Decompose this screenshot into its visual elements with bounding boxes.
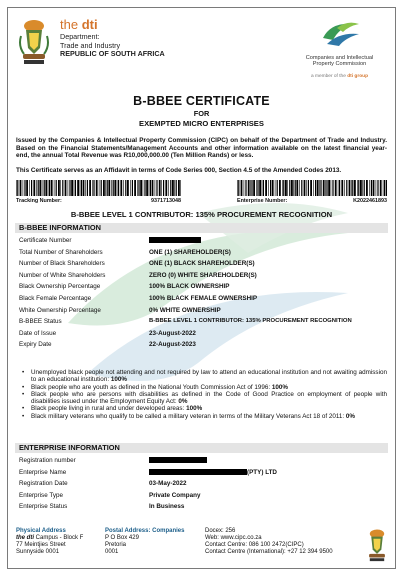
- affidavit-statement: This Certificate serves as an Affidavit in terms of Code Series 000, Section 4.5 of the Amended Codes 2013.: [16, 167, 342, 174]
- barcode-bar: [384, 180, 385, 196]
- postal-address-line2: Pretoria: [105, 542, 127, 548]
- bullet-value: 0%: [345, 412, 355, 420]
- barcode-bar: [277, 180, 278, 196]
- barcode-bar: [138, 180, 139, 196]
- barcode-bar: [107, 180, 108, 196]
- enterprise-row-name: [19, 467, 389, 479]
- enterprise-value: In Business: [149, 503, 185, 511]
- info-label: Total Number of Shareholders: [19, 248, 103, 256]
- barcode-bar: [58, 180, 60, 196]
- barcode-bar: [152, 180, 154, 196]
- info-value: 22-August-2023: [149, 341, 196, 349]
- bullet-text: Black people who are persons with disabilities as defined in the Code of Good Practice on employment of people with disabilities issued under the Employment Equity Act:: [31, 390, 387, 406]
- barcode-bar: [172, 180, 174, 196]
- barcode-bar: [103, 180, 105, 196]
- barcode-bar: [346, 180, 347, 196]
- cipc-name-line2: Property Commission: [312, 61, 367, 68]
- department-text: [60, 33, 165, 59]
- barcode-bar: [349, 180, 351, 196]
- barcode-bar: [174, 180, 175, 196]
- coat-of-arms-small-icon: [365, 528, 389, 564]
- barcode-bar: [250, 180, 251, 196]
- enterprise-value-redacted: [149, 455, 207, 467]
- info-label: Date of Issue: [19, 329, 57, 337]
- bbbee-section-heading: B-BBEE INFORMATION: [15, 223, 388, 233]
- barcode-bar: [29, 180, 30, 196]
- barcode-bar: [251, 180, 252, 196]
- enterprise-name-suffix: (PTY) LTD: [247, 468, 277, 476]
- bullet-text: Black people living in rural and under developed areas:: [31, 405, 187, 413]
- barcode-bar: [161, 180, 162, 196]
- barcode-bar: [159, 180, 161, 196]
- info-row: [19, 328, 389, 340]
- barcode-bar: [315, 180, 316, 196]
- barcode-bar: [331, 180, 332, 196]
- dti-logo-dti: dti: [81, 17, 98, 32]
- info-row: [19, 316, 389, 328]
- bullet-item: [22, 405, 387, 412]
- barcode-bar: [335, 180, 337, 196]
- barcode-bar: [364, 180, 365, 196]
- enterprise-label-row: [237, 198, 387, 204]
- info-row: [19, 305, 389, 317]
- barcode-bar: [130, 180, 131, 196]
- tracking-label-row: [16, 198, 181, 204]
- enterprise-value: [149, 467, 277, 479]
- info-label: Number of Black Shareholders: [19, 260, 105, 268]
- barcode-bar: [54, 180, 55, 196]
- barcode-bar: [69, 180, 70, 196]
- barcode-bar: [71, 180, 73, 196]
- cipc-member-text: [292, 74, 387, 79]
- barcode-bar: [150, 180, 151, 196]
- barcode-bar: [31, 180, 32, 196]
- bullet-text: Black people who are youth as defined in the National Youth Commission Act of 1996:: [31, 383, 272, 391]
- info-row-certificate-number: [19, 235, 389, 247]
- certificate-page: [7, 7, 396, 569]
- physical-line1-rest: Campus - Block F: [34, 535, 84, 541]
- barcode-bar: [293, 180, 294, 196]
- barcode-bar: [283, 180, 284, 196]
- info-row: [19, 247, 389, 259]
- beneficiary-bullets: [22, 369, 387, 420]
- barcode-bar: [168, 180, 169, 196]
- barcode-bar: [17, 180, 18, 196]
- department-name: Trade and Industry: [60, 40, 121, 50]
- tracking-number: 9371713048: [151, 198, 181, 204]
- info-row: [19, 258, 389, 270]
- barcode-bar: [68, 180, 69, 196]
- bullet-value: 100%: [271, 383, 288, 391]
- postal-address-heading: Postal Address: Companies: [105, 528, 185, 534]
- barcode-bar: [39, 180, 41, 196]
- barcode-bar: [163, 180, 164, 196]
- enterprise-number-label: Enterprise Number:: [237, 198, 288, 204]
- enterprise-row-registration-number: [19, 455, 389, 467]
- barcode-bar: [155, 180, 156, 196]
- cipc-logo-icon: [317, 18, 363, 48]
- barcode-bar: [74, 180, 75, 196]
- barcode-bar: [245, 180, 246, 196]
- barcode-bar: [352, 180, 353, 196]
- enterprise-value: 03-May-2022: [149, 480, 187, 488]
- physical-address-line3: Sunnyside 0001: [16, 549, 60, 555]
- info-value: ZERO (0) WHITE SHAREHOLDER(S): [149, 271, 257, 279]
- barcode-bar: [344, 180, 345, 196]
- physical-address-heading: Physical Address: [16, 528, 66, 534]
- barcode-bar: [257, 180, 258, 196]
- info-label: Certificate Number: [19, 237, 72, 244]
- enterprise-label: Registration Date: [19, 480, 68, 488]
- redaction-bar: [149, 237, 201, 243]
- bullet-text: Black military veterans who qualify to be called a military veteran in terms of the Military Veterans Act 18 of 2011:: [31, 412, 346, 420]
- redaction-bar: [149, 469, 247, 475]
- barcode-bar: [120, 180, 122, 196]
- barcode-bar: [366, 180, 368, 196]
- enterprise-section-heading: ENTERPRISE INFORMATION: [15, 443, 388, 453]
- intro-paragraph: Issued by the Companies & Intellectual Property Commission (CIPC) on behalf of the Department of Trade and Industry. Based on the Financial Statements/Management Accounts and other information available on the latest financial year-end, the annual Total Revenue was R10,000,000.00 (Ten Million Rands) or less.: [16, 137, 387, 160]
- info-value: 100% BLACK OWNERSHIP: [149, 283, 230, 291]
- barcode-bar: [241, 180, 243, 196]
- physical-address-line1: [16, 535, 83, 542]
- barcode-bar: [77, 180, 79, 196]
- barcode-bar: [80, 180, 81, 196]
- barcode-bar: [24, 180, 25, 196]
- barcode-bar: [176, 180, 177, 196]
- barcode-bar: [26, 180, 28, 196]
- barcode-bar: [83, 180, 85, 196]
- barcode-bar: [117, 180, 118, 196]
- barcode-bar: [304, 180, 306, 196]
- barcode-bar: [357, 180, 358, 196]
- barcode-bar: [308, 180, 309, 196]
- cipc-member-prefix: a member of the: [310, 73, 348, 79]
- barcode-bar: [341, 180, 343, 196]
- barcode-bar: [386, 180, 387, 196]
- barcode-bar: [259, 180, 261, 196]
- barcode-bar: [20, 180, 22, 196]
- barcode-bar: [371, 180, 372, 196]
- barcode-bar: [285, 180, 287, 196]
- barcode-bar: [132, 180, 133, 196]
- info-label: Black Ownership Percentage: [19, 283, 101, 291]
- barcode-bar: [339, 180, 340, 196]
- postal-address-line3: 0001: [105, 549, 119, 555]
- web-link[interactable]: Web: www.cipc.co.za: [205, 535, 262, 541]
- barcode-bar: [248, 180, 250, 196]
- barcode-bar: [99, 180, 100, 196]
- barcode-bar: [89, 180, 91, 196]
- tracking-label: Tracking Number:: [16, 198, 62, 204]
- barcode-bar: [114, 180, 116, 196]
- title-for: FOR: [193, 109, 210, 118]
- barcode-bar: [65, 180, 67, 196]
- info-value: ONE (1) SHAREHOLDER(S): [149, 248, 231, 256]
- enterprise-label: Enterprise Type: [19, 491, 63, 499]
- bullet-value: 100%: [186, 405, 203, 413]
- barcode-bar: [306, 180, 307, 196]
- bullet-item: [22, 413, 387, 420]
- barcode-bar: [362, 180, 363, 196]
- barcode-bar: [237, 180, 238, 196]
- info-label: Number of White Shareholders: [19, 271, 106, 279]
- barcode-bar: [238, 180, 239, 196]
- barcode-bar: [111, 180, 112, 196]
- info-label: Black Female Percentage: [19, 294, 92, 302]
- barcode-bar: [60, 180, 61, 196]
- barcode-bar: [137, 180, 138, 196]
- barcode-bar: [317, 180, 319, 196]
- barcode-bar: [319, 180, 320, 196]
- barcode-bar: [33, 180, 35, 196]
- barcode-bar: [328, 180, 330, 196]
- barcode-bar: [380, 180, 382, 196]
- barcode-bar: [253, 180, 255, 196]
- barcode-bar: [270, 180, 271, 196]
- barcode-bar: [51, 180, 53, 196]
- contact-centre: Contact Centre: 086 100 2472(CIPC): [205, 542, 304, 548]
- barcode-bar: [92, 180, 93, 196]
- dti-branding: [60, 18, 165, 59]
- enterprise-info-list: [19, 455, 389, 513]
- barcode-bar: [268, 180, 269, 196]
- barcode-bar: [42, 180, 43, 196]
- barcode-bar: [244, 180, 245, 196]
- barcode-bar: [123, 180, 124, 196]
- enterprise-value: Private Company: [149, 491, 201, 499]
- barcode-bar: [140, 180, 142, 196]
- header: [18, 18, 387, 80]
- info-label: B-BBEE Status: [19, 318, 62, 326]
- barcode-bar: [351, 180, 352, 196]
- barcode-bar: [263, 180, 264, 196]
- bullet-item: [22, 384, 387, 391]
- bullet-value: 100%: [110, 376, 127, 384]
- barcode-bar: [326, 180, 327, 196]
- barcode-bar: [325, 180, 326, 196]
- barcode-bar: [354, 180, 356, 196]
- barcode-bar: [81, 180, 82, 196]
- barcode-bar: [256, 180, 257, 196]
- barcode-bar: [85, 180, 86, 196]
- barcode-bar: [332, 180, 333, 196]
- bullet-value: 0%: [178, 398, 188, 406]
- cipc-name: [292, 55, 387, 68]
- postal-address: [105, 528, 184, 556]
- enterprise-row: [19, 478, 389, 490]
- barcode-bar: [178, 180, 180, 196]
- barcode-bar: [180, 180, 181, 196]
- info-row: [19, 293, 389, 305]
- level-heading: B-BBEE LEVEL 1 CONTRIBUTOR: 135% PROCUREMENT RECOGNITION: [70, 210, 333, 219]
- barcode-bar: [149, 180, 150, 196]
- physical-address-line2: 77 Meintjies Street: [16, 542, 66, 548]
- dti-logo-the: the: [60, 17, 79, 32]
- title-sub: EXEMPTED MICRO ENTERPRISES: [139, 119, 264, 128]
- barcode-bar: [338, 180, 339, 196]
- barcode-row: [16, 180, 387, 208]
- barcode-bar: [377, 180, 378, 196]
- physical-address: [16, 528, 83, 556]
- barcode-bar: [165, 180, 167, 196]
- barcode-bar: [105, 180, 106, 196]
- barcode-bar: [49, 180, 50, 196]
- info-value: ONE (1) BLACK SHAREHOLDER(S): [149, 260, 255, 268]
- barcode-bar: [358, 180, 359, 196]
- barcode-bar: [310, 180, 312, 196]
- barcode-bar: [265, 180, 267, 196]
- barcode-bar: [48, 180, 49, 196]
- enterprise-label: Enterprise Name: [19, 468, 67, 476]
- info-label: White Ownership Percentage: [19, 306, 101, 314]
- bbbee-info-list: [19, 235, 389, 351]
- enterprise-number: K2022461893: [353, 198, 387, 204]
- info-value: B-BBEE LEVEL 1 CONTRIBUTOR: 135% PROCUREMENT RECOGNITION: [149, 318, 352, 325]
- dti-logo: [60, 18, 165, 31]
- physical-dti-name: the dti: [16, 535, 34, 541]
- barcode-bar: [170, 180, 171, 196]
- info-row: [19, 339, 389, 351]
- docex: Docex: 256: [205, 528, 236, 534]
- info-value: 23-August-2022: [149, 329, 196, 337]
- barcode-bar: [144, 180, 145, 196]
- bullet-item: [22, 391, 387, 406]
- contact-details: [205, 528, 333, 556]
- info-label: Expiry Date: [19, 341, 52, 349]
- barcode-bar: [96, 180, 98, 196]
- barcode-bar: [45, 180, 47, 196]
- barcode-bar: [134, 180, 136, 196]
- enterprise-barcode: [237, 180, 387, 196]
- barcode-bar: [87, 180, 88, 196]
- barcode-bar: [282, 180, 283, 196]
- barcode-bar: [118, 180, 119, 196]
- cipc-member-group: dti group: [347, 73, 369, 79]
- barcode-bar: [313, 180, 314, 196]
- barcode-bar: [295, 180, 296, 196]
- info-value: 0% WHITE OWNERSHIP: [149, 306, 221, 314]
- barcode-bar: [36, 180, 37, 196]
- barcode-bar: [360, 180, 362, 196]
- barcode-bar: [373, 180, 375, 196]
- barcode-bar: [113, 180, 114, 196]
- barcode-bar: [143, 180, 144, 196]
- barcode-bar: [323, 180, 325, 196]
- coat-of-arms-icon: [18, 18, 50, 68]
- barcode-bar: [23, 180, 24, 196]
- contact-centre-intl: Contact Centre (International): +27 12 394 9500: [205, 549, 333, 555]
- barcode-bar: [262, 180, 263, 196]
- barcode-bar: [44, 180, 45, 196]
- barcode-bar: [16, 180, 17, 196]
- barcode-bar: [376, 180, 377, 196]
- enterprise-row: [19, 501, 389, 513]
- barcode-bar: [369, 180, 370, 196]
- barcode-bar: [287, 180, 288, 196]
- cipc-branding: [292, 18, 387, 79]
- barcode-bar: [156, 180, 157, 196]
- barcode-bar: [56, 180, 57, 196]
- enterprise-row: [19, 490, 389, 502]
- enterprise-label: Enterprise Status: [19, 503, 68, 511]
- barcode-bar: [299, 180, 300, 196]
- barcode-bar: [291, 180, 293, 196]
- title-main: B-BBEE CERTIFICATE: [133, 94, 270, 108]
- info-value: 100% BLACK FEMALE OWNERSHIP: [149, 294, 258, 302]
- barcode-bar: [296, 180, 298, 196]
- redaction-bar: [149, 457, 207, 463]
- bullet-text: Unemployed black people not attending and not required by law to attend an educational institution and not awaiting admission to an educational institution:: [31, 369, 387, 384]
- info-row: [19, 270, 389, 282]
- bullet-item: [22, 369, 387, 384]
- tracking-barcode: [16, 180, 181, 196]
- barcode-bar: [38, 180, 39, 196]
- barcode-bar: [93, 180, 94, 196]
- barcode-bar: [275, 180, 276, 196]
- info-value-redacted: [149, 235, 201, 247]
- barcode-bar: [127, 180, 129, 196]
- info-row: [19, 281, 389, 293]
- barcode-bar: [146, 180, 148, 196]
- country-name: REPUBLIC OF SOUTH AFRICA: [60, 49, 165, 59]
- barcode-bar: [62, 180, 63, 196]
- barcode-bar: [272, 180, 274, 196]
- barcode-bar: [125, 180, 126, 196]
- barcode-bar: [383, 180, 384, 196]
- barcode-bar: [101, 180, 102, 196]
- postal-address-line1: P O Box 429: [105, 535, 139, 541]
- department-label: Department:: [60, 32, 100, 41]
- barcode-bar: [75, 180, 76, 196]
- barcode-bar: [279, 180, 281, 196]
- cipc-name-line1: Companies and Intellectual: [305, 55, 374, 61]
- barcode-bar: [108, 180, 110, 196]
- enterprise-label: Registration number: [19, 457, 76, 464]
- barcode-bar: [289, 180, 290, 196]
- barcode-bar: [301, 180, 302, 196]
- certificate-title: [8, 94, 395, 128]
- barcode-bar: [320, 180, 321, 196]
